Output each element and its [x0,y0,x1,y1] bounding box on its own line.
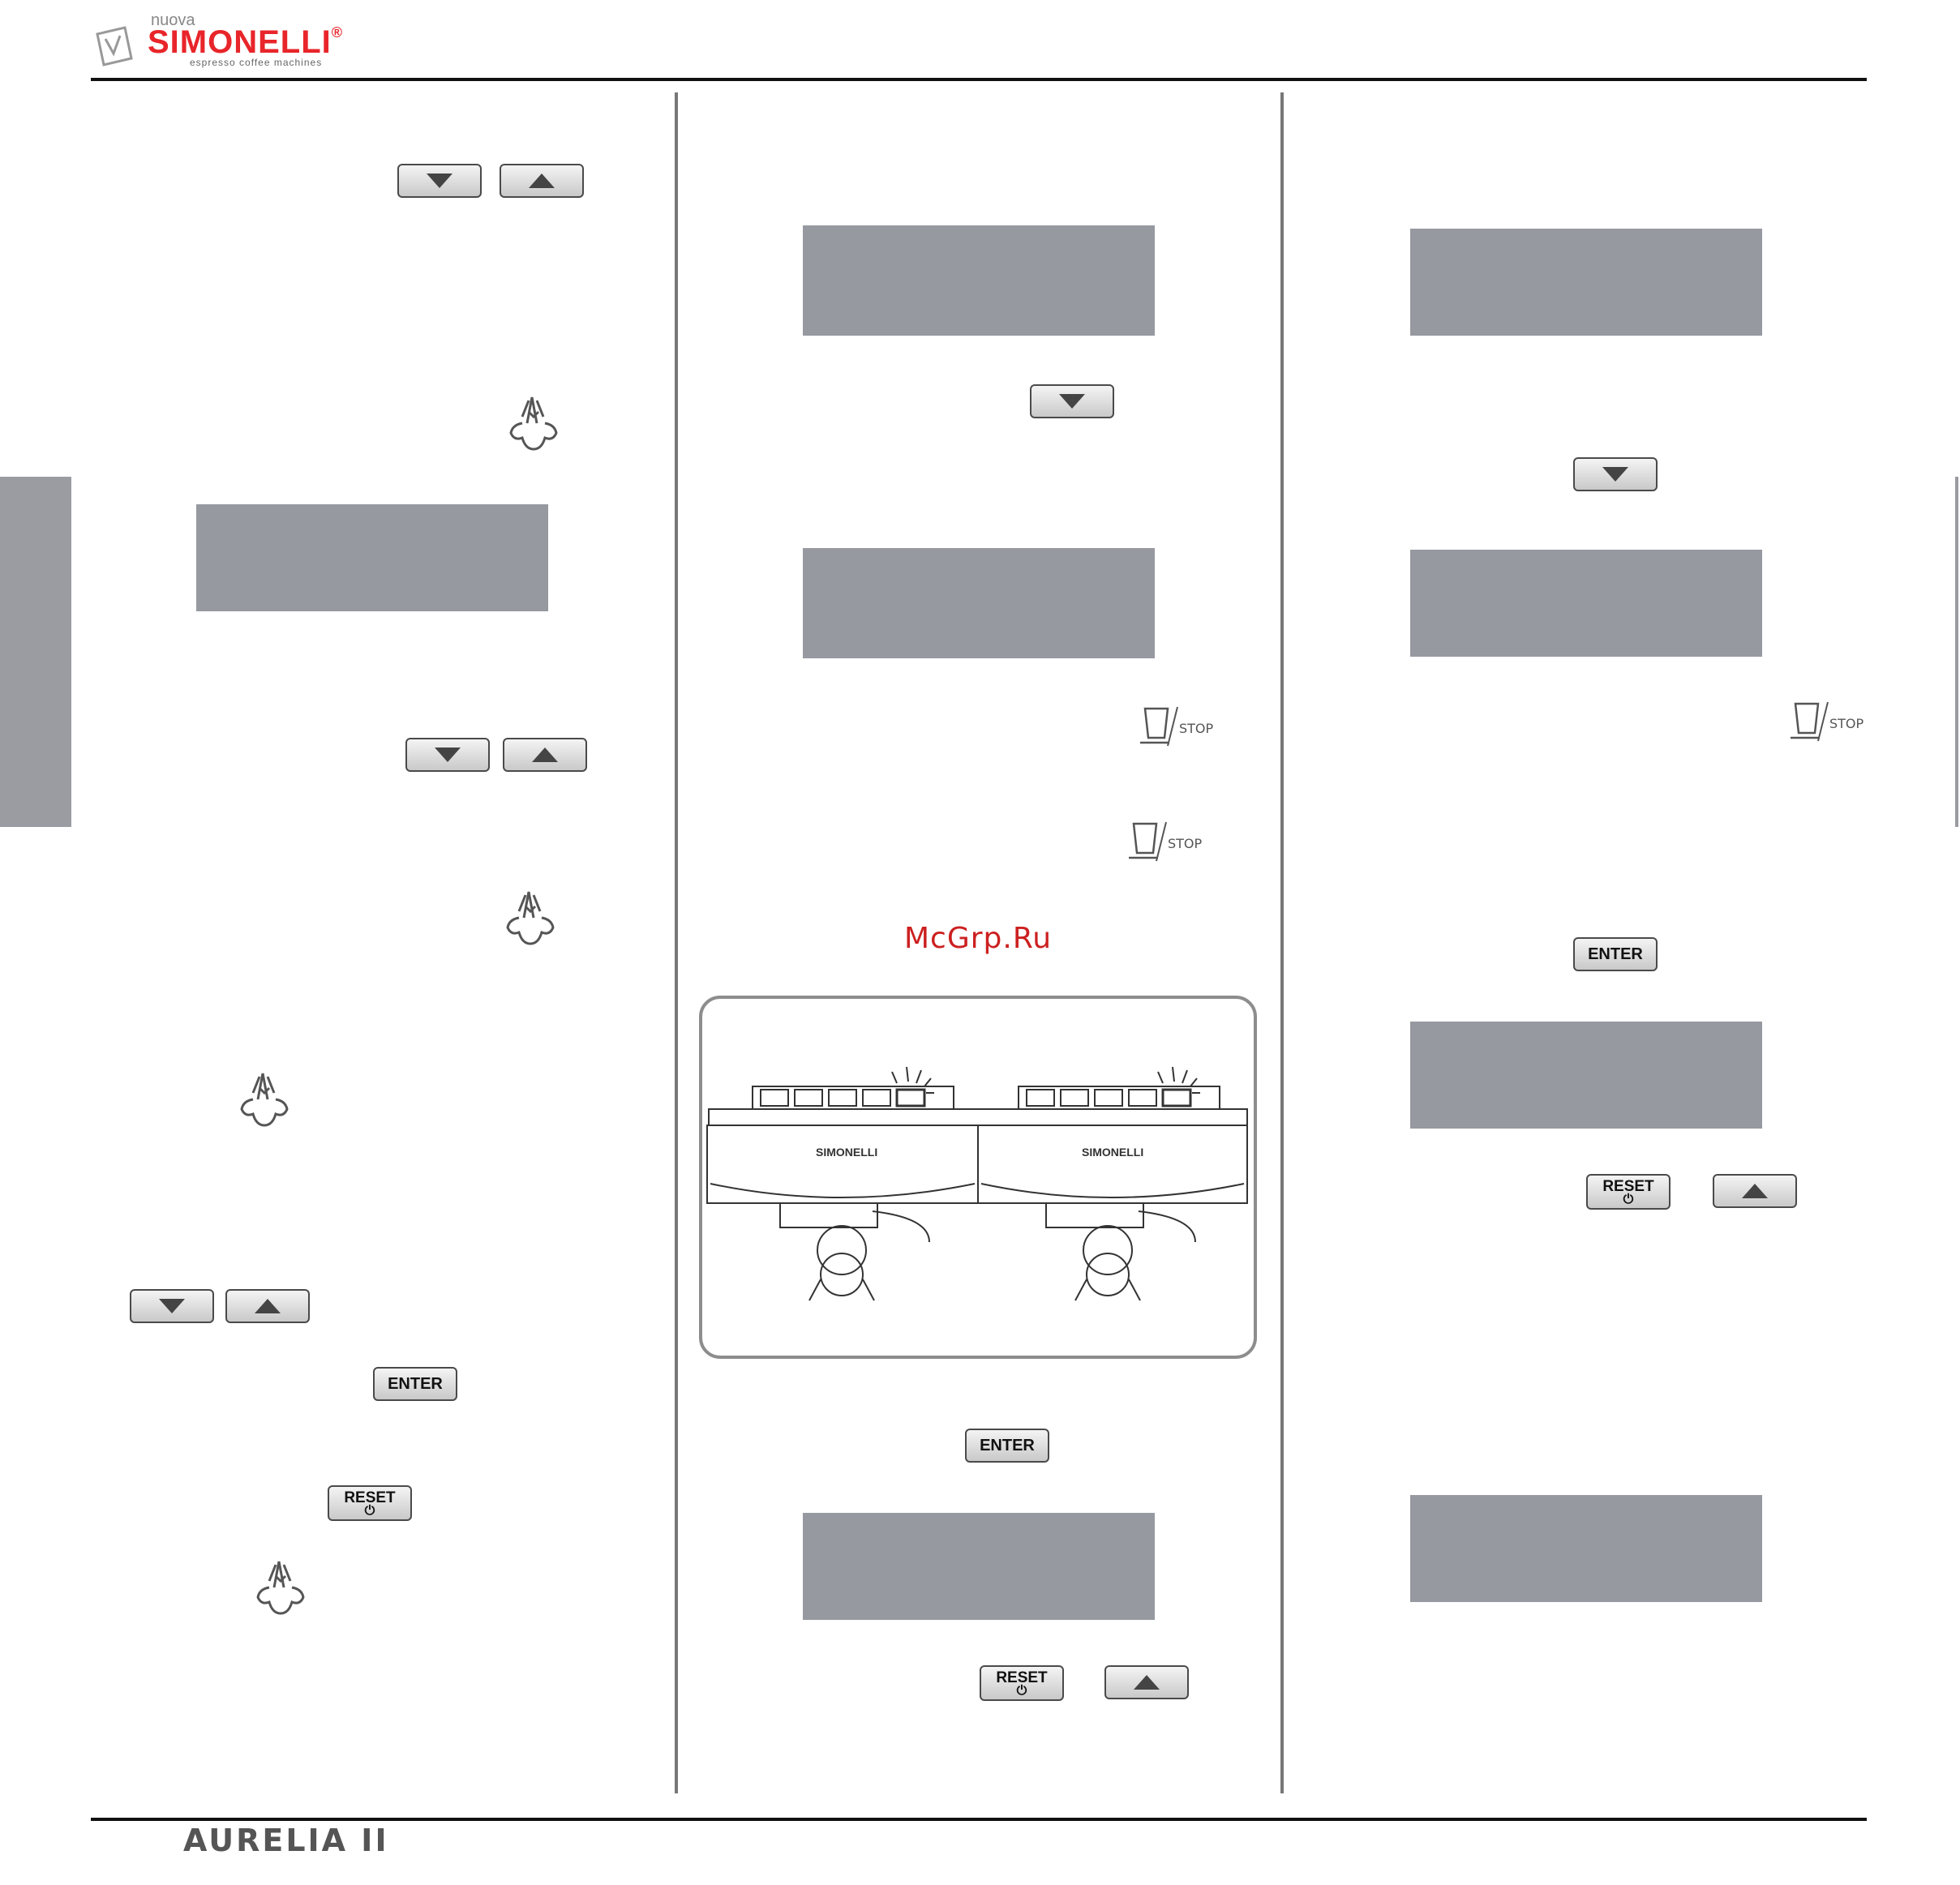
cup-stop-icon [1127,820,1205,866]
up-arrow-icon [251,1297,284,1315]
lcd-display [1410,550,1762,657]
machine-illustration [699,996,1257,1359]
down-button[interactable] [405,738,490,772]
brand-prefix: nuova [151,11,195,29]
footer-rule [91,1818,1867,1821]
column-divider-2 [1280,92,1284,1793]
down-button[interactable] [1573,457,1658,491]
up-arrow-icon [529,746,561,764]
stop-label: STOP [1829,716,1864,731]
section-tab-edge [1955,477,1958,827]
reset-button[interactable] [1586,1174,1671,1210]
coffee-machine-drawing [702,999,1254,1356]
machine-logo-right: SIMONELLI [1082,1146,1144,1159]
column-divider-1 [675,92,678,1793]
up-button[interactable] [1713,1174,1797,1208]
lcd-display [1410,1022,1762,1129]
brew-group-icon [501,887,558,947]
power-icon: ⏻ [364,1504,375,1518]
cup-stop-icon [1139,705,1216,751]
lcd-display [803,225,1155,336]
down-arrow-icon [1056,392,1088,410]
down-arrow-icon [423,172,456,190]
enter-button[interactable]: ENTER [965,1429,1049,1463]
watermark: McGrp.Ru [904,922,1053,955]
up-button[interactable] [500,164,584,198]
down-arrow-icon [1599,465,1632,483]
brew-group-icon [235,1069,292,1129]
down-button[interactable] [130,1289,214,1323]
lcd-display [1410,1495,1762,1602]
down-arrow-icon [156,1297,188,1315]
down-button[interactable] [1030,384,1114,418]
machine-logo-left: SIMONELLI [816,1146,878,1159]
model-logo: AURELIA II [183,1823,389,1858]
down-arrow-icon [431,746,464,764]
enter-button[interactable]: ENTER [1573,937,1658,971]
brand-name: SIMONELLI® [148,24,344,60]
reset-button[interactable] [328,1485,412,1521]
stop-label: STOP [1179,721,1214,736]
brew-group-icon [251,1557,308,1617]
brand-logo [89,8,381,81]
reset-label: RESET [344,1489,396,1506]
cup-stop-icon [1789,700,1867,746]
up-arrow-icon [1739,1182,1771,1200]
header-rule [91,78,1867,81]
power-icon: ⏻ [1623,1193,1634,1206]
brand-tagline: espresso coffee machines [190,57,323,68]
reset-button[interactable] [980,1665,1064,1701]
section-tab [0,477,71,827]
brew-group-icon [504,392,561,452]
up-arrow-icon [1130,1673,1163,1691]
down-button[interactable] [397,164,482,198]
up-arrow-icon [525,172,558,190]
reset-label: RESET [1602,1178,1654,1195]
lcd-display [196,504,548,611]
up-button[interactable] [1104,1665,1189,1699]
lcd-display [803,548,1155,658]
stop-label: STOP [1168,836,1203,851]
up-button[interactable] [225,1289,310,1323]
lcd-display [803,1513,1155,1620]
enter-button[interactable]: ENTER [373,1367,457,1401]
up-button[interactable] [503,738,587,772]
lcd-display [1410,229,1762,336]
reset-label: RESET [996,1669,1048,1686]
power-icon: ⏻ [1016,1684,1027,1698]
brand-logo-icon [92,23,141,71]
